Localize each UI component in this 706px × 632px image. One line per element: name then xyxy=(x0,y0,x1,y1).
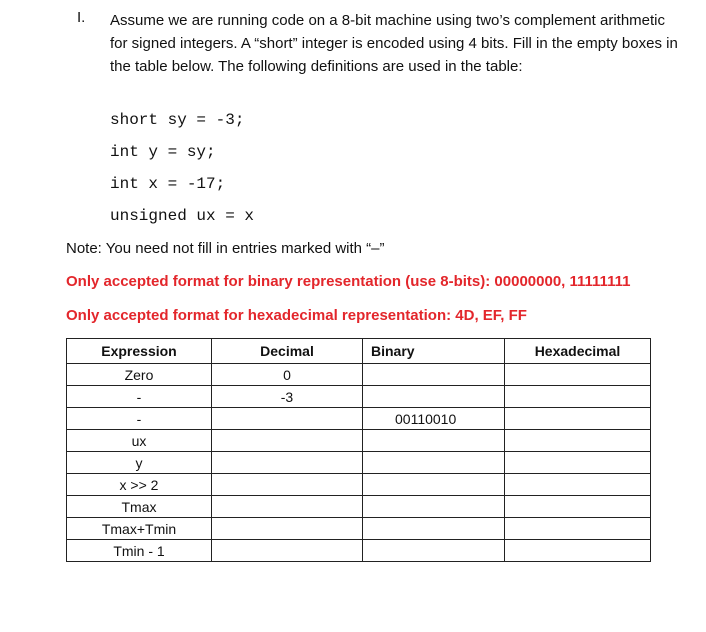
decimal-cell[interactable] xyxy=(212,452,363,474)
hex-cell[interactable] xyxy=(505,496,651,518)
decimal-cell[interactable] xyxy=(212,474,363,496)
table-header-row xyxy=(67,339,651,364)
hex-cell[interactable] xyxy=(505,540,651,562)
code-line-short-sy: short sy = -3; xyxy=(110,111,245,129)
binary-cell[interactable] xyxy=(363,518,505,540)
binary-cell[interactable] xyxy=(363,452,505,474)
decimal-cell[interactable] xyxy=(212,518,363,540)
expression-cell: x >> 2 xyxy=(67,474,212,496)
decimal-cell[interactable]: -3 xyxy=(212,386,363,408)
header-expression: Expression xyxy=(67,339,212,364)
binary-cell[interactable] xyxy=(363,364,505,386)
table-row xyxy=(67,408,651,430)
expression-cell: Tmin - 1 xyxy=(67,540,212,562)
binary-cell[interactable] xyxy=(363,540,505,562)
expression-cell: y xyxy=(67,452,212,474)
expression-cell: Zero xyxy=(67,364,212,386)
code-line-int-y: int y = sy; xyxy=(110,143,216,161)
table-row xyxy=(67,452,651,474)
question-number: I. xyxy=(77,9,86,26)
table-row xyxy=(67,364,651,386)
answer-table xyxy=(66,338,651,562)
expression-cell: Tmax xyxy=(67,496,212,518)
expression-cell: Tmax+Tmin xyxy=(67,518,212,540)
hex-cell[interactable] xyxy=(505,408,651,430)
header-decimal: Decimal xyxy=(212,339,363,364)
table-row xyxy=(67,430,651,452)
hex-cell[interactable] xyxy=(505,452,651,474)
decimal-cell[interactable] xyxy=(212,540,363,562)
binary-cell[interactable] xyxy=(363,430,505,452)
table-row xyxy=(67,496,651,518)
decimal-cell[interactable] xyxy=(212,430,363,452)
code-line-int-x: int x = -17; xyxy=(110,175,226,193)
decimal-cell[interactable] xyxy=(212,408,363,430)
expression-cell: ux xyxy=(67,430,212,452)
hex-cell[interactable] xyxy=(505,386,651,408)
table-row xyxy=(67,540,651,562)
table-row xyxy=(67,386,651,408)
note-text: Note: You need not fill in entries marked with “–” xyxy=(66,240,385,257)
binary-cell[interactable] xyxy=(363,474,505,496)
header-binary: Binary xyxy=(363,339,505,364)
header-hexadecimal: Hexadecimal xyxy=(505,339,651,364)
table-row xyxy=(67,474,651,496)
code-line-unsigned-ux: unsigned ux = x xyxy=(110,207,255,225)
decimal-cell[interactable]: 0 xyxy=(212,364,363,386)
hex-cell[interactable] xyxy=(505,474,651,496)
binary-cell[interactable]: 00110010 xyxy=(363,408,505,430)
binary-cell[interactable] xyxy=(363,386,505,408)
hex-cell[interactable] xyxy=(505,430,651,452)
binary-cell[interactable] xyxy=(363,496,505,518)
binary-format-instruction: Only accepted format for binary representation (use 8-bits): 00000000, 11111111 xyxy=(66,273,631,290)
expression-cell: - xyxy=(67,386,212,408)
hex-cell[interactable] xyxy=(505,364,651,386)
table-row xyxy=(67,518,651,540)
question-text: Assume we are running code on a 8-bit machine using two’s complement arithmetic for signed integers. A “short” integer is encoded using 4 bits. Fill in the empty boxes in the table below. The following definitions are used in the table: xyxy=(110,12,678,75)
decimal-cell[interactable] xyxy=(212,496,363,518)
expression-cell: - xyxy=(67,408,212,430)
hex-cell[interactable] xyxy=(505,518,651,540)
hex-format-instruction: Only accepted format for hexadecimal representation: 4D, EF, FF xyxy=(66,307,527,324)
